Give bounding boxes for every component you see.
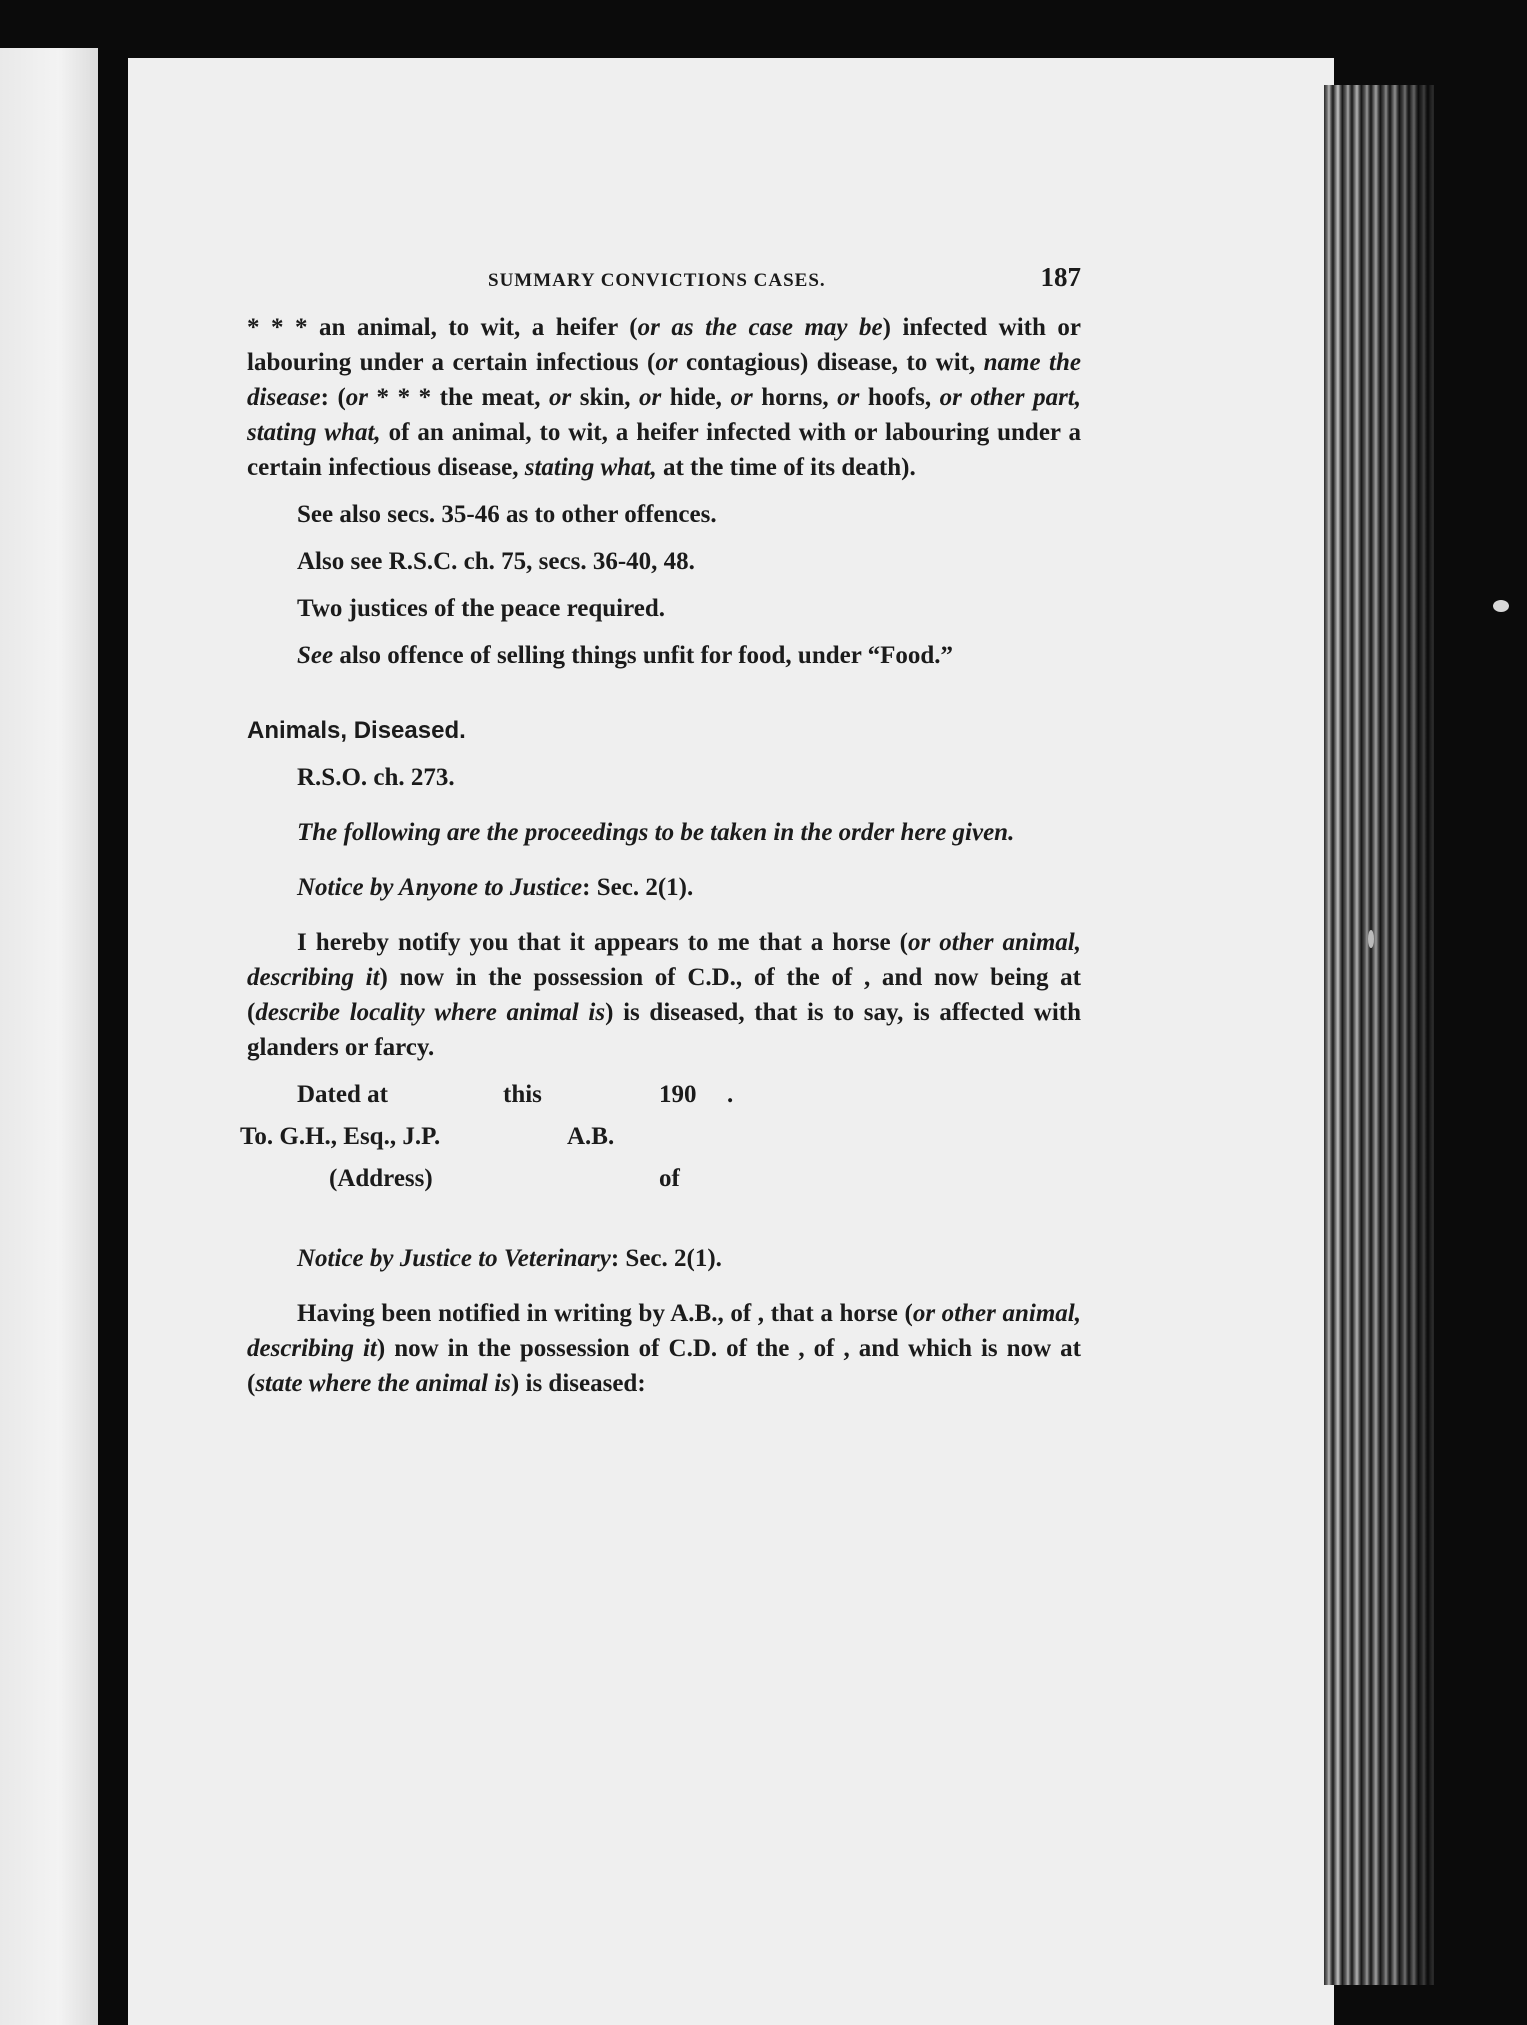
paragraph-offence-continued: * * * an animal, to wit, a heifer (or as the case may be) infected with or labouring under a certain infectious (or contagious) disease, to wit, name the disease: (or * * * the meat, or skin, or hide, or horns, or hoofs, or other part, stating what, of an animal, to wit, a heifer infected with or labouring under a certain infectious disease, stating what, at the time of its death). [247,314,1082,481]
section-heading: Animals, Diseased. [247,717,466,744]
page-number: 187 [1040,262,1081,292]
facing-page-edge [0,48,98,2025]
note-food-offence: See also offence of selling things unfit for food, under “Food.” [297,642,954,669]
scan-background [1434,0,1527,2025]
dust-speck [1368,930,1374,948]
running-head-title: SUMMARY CONVICTIONS CASES. [488,270,826,291]
page-edge-stack [1324,85,1434,1985]
notice-justice-title: Notice by Justice to Veterinary: Sec. 2(1). [297,1245,722,1272]
page-text [240,310,1082,1401]
note-rsc-reference: Also see R.S.C. ch. 75, secs. 36-40, 48. [297,548,695,575]
intro-note: The following are the proceedings to be taken in the order here given. [297,819,1015,846]
note-two-justices: Two justices of the peace required. [297,595,666,622]
statute-reference: R.S.O. ch. 273. [297,764,455,791]
dust-speck [1493,600,1509,612]
form-address-line: (Address) of [329,1165,680,1192]
notice-anyone-body: I hereby notify you that it appears to me that a horse (or other animal, describing it) now in the possession of C.D., of the of , and now being at (describe locality where animal is) is diseased, that is to say, is affected with glanders or farcy. [247,929,1081,1061]
form-addressee-line: To. G.H., Esq., J.P. A.B. [240,1123,615,1150]
running-head [488,262,1081,293]
book-gutter [98,50,128,2025]
form-dated-line: Dated at this 190 . [297,1081,734,1108]
notice-anyone-title: Notice by Anyone to Justice: Sec. 2(1). [297,874,694,901]
note-other-offences: See also secs. 35-46 as to other offences. [297,501,717,528]
notice-justice-body: Having been notified in writing by A.B., of , that a horse (or other animal, describing it) now in the possession of C.D. of the , of , and which is now at (state where the animal is) is diseased: [247,1300,1081,1397]
